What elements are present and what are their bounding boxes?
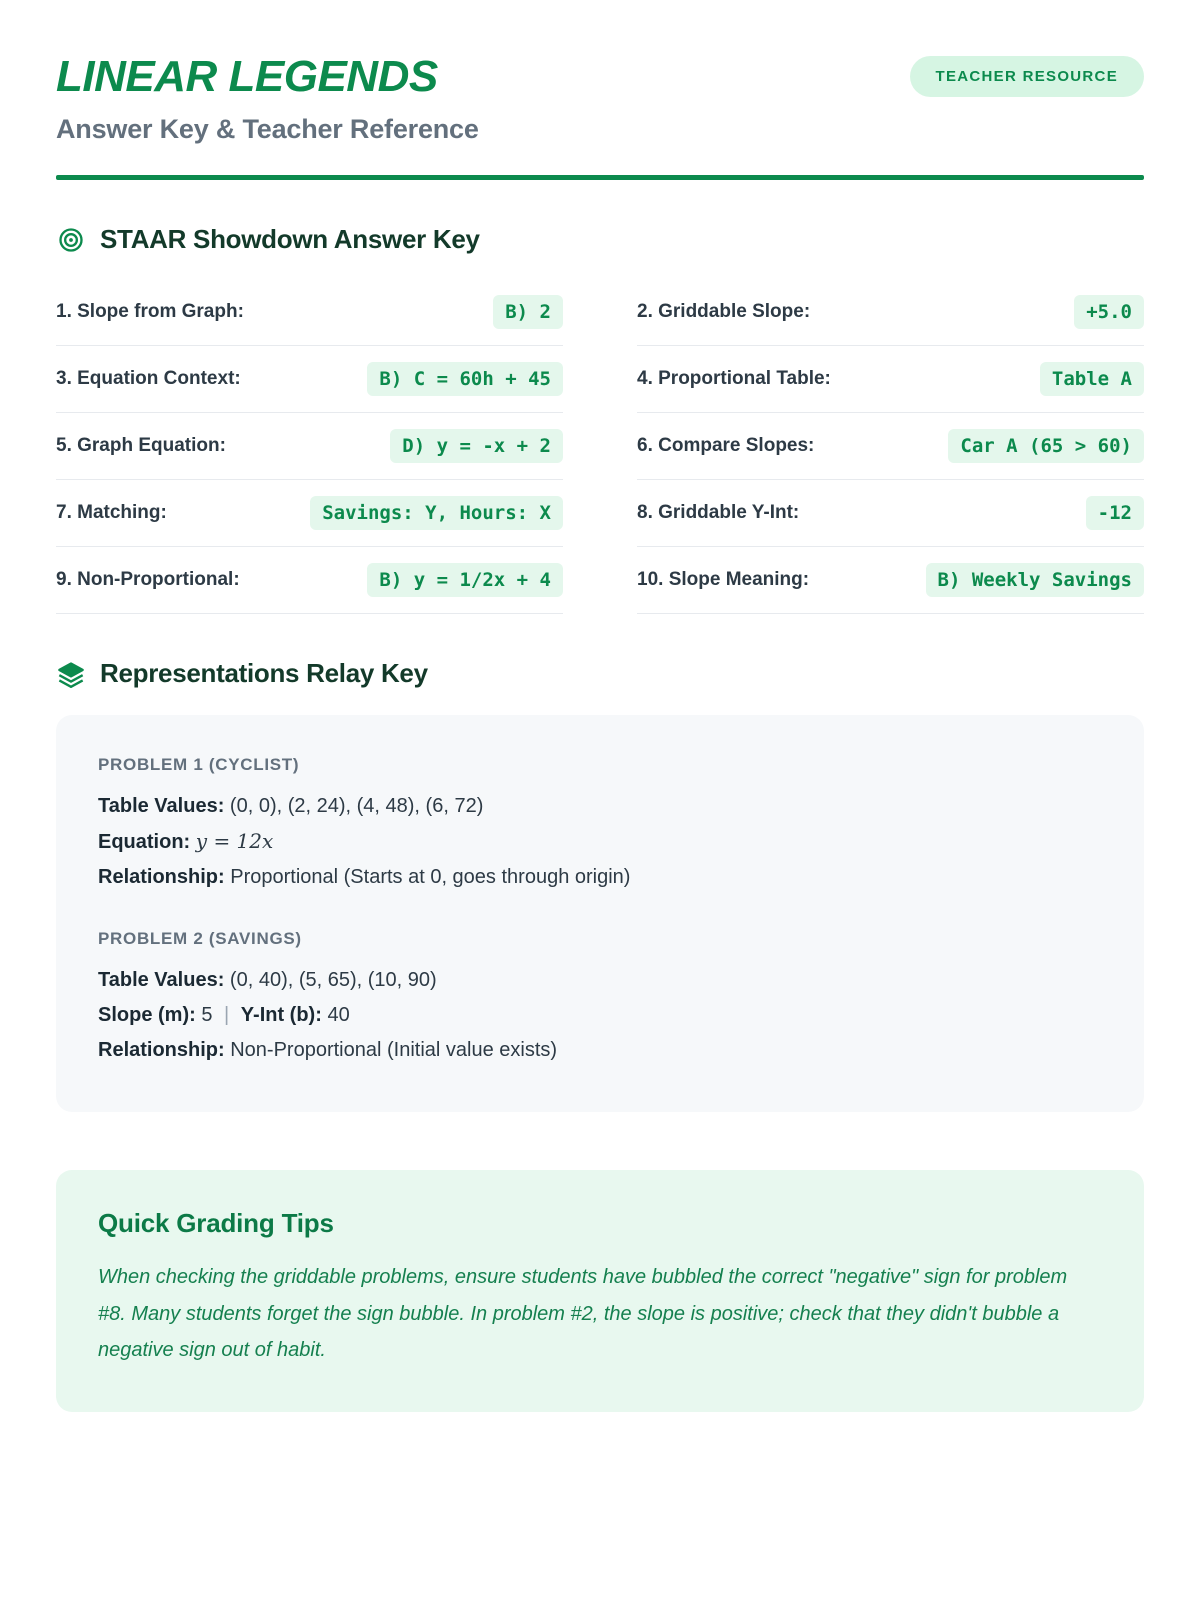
answer-value: B) y = 1/2x + 4: [367, 563, 563, 597]
slope-label: Slope (m):: [98, 1004, 196, 1027]
yint-value: 40: [327, 1004, 350, 1027]
answer-label: 1. Slope from Graph:: [56, 301, 244, 323]
answer-row: [637, 480, 1144, 547]
problem-title: PROBLEM 1 (CYCLIST): [98, 755, 300, 775]
yint-label: Y-Int (b):: [240, 1004, 322, 1027]
problem-equation: [98, 824, 1102, 860]
equation-value: y = 12x: [195, 829, 274, 854]
answer-value: Savings: Y, Hours: X: [310, 496, 563, 530]
slope-value: 5: [201, 1004, 213, 1027]
section-header-relay: [56, 658, 1144, 689]
table-values-value: (0, 0), (2, 24), (4, 48), (6, 72): [229, 795, 484, 818]
problem-table-values: [98, 963, 1102, 998]
answer-value: B) 2: [493, 295, 563, 329]
problem-relationship: [98, 1033, 1102, 1068]
answer-row: [637, 413, 1144, 480]
section-header-answer-key: [56, 224, 1144, 255]
answer-label: 3. Equation Context:: [56, 368, 241, 390]
field-separator: |: [224, 1004, 230, 1027]
grading-tips-card: [56, 1170, 1144, 1412]
answer-label: 10. Slope Meaning:: [637, 569, 810, 591]
problem-table-values: [98, 789, 1102, 824]
answer-row: [56, 346, 563, 413]
answer-value: -12: [1086, 496, 1144, 530]
layers-icon: [56, 659, 86, 689]
relay-answers-card: [56, 715, 1144, 1112]
relationship-label: Relationship:: [98, 1039, 225, 1062]
page-header: [56, 48, 1144, 145]
relationship-value: Non-Proportional (Initial value exists): [230, 1039, 558, 1062]
answer-row: [56, 413, 563, 480]
answer-value: +5.0: [1074, 295, 1144, 329]
answer-value: B) Weekly Savings: [926, 563, 1144, 597]
answer-row: [56, 547, 563, 614]
answer-label: 8. Griddable Y-Int:: [637, 502, 800, 524]
grading-tips-title: Quick Grading Tips: [98, 1208, 334, 1239]
header-divider: [56, 175, 1144, 180]
table-values-label: Table Values:: [98, 969, 225, 992]
section-title-relay: Representations Relay Key: [100, 658, 428, 689]
answer-label: 4. Proportional Table:: [637, 368, 831, 390]
page-subtitle: Answer Key & Teacher Reference: [56, 114, 479, 145]
relay-problem-1: [98, 755, 1102, 895]
target-icon: [56, 225, 86, 255]
answer-label: 6. Compare Slopes:: [637, 435, 815, 457]
problem-title: PROBLEM 2 (SAVINGS): [98, 929, 302, 949]
answer-row: [56, 279, 563, 346]
problem-slope-yint: [98, 998, 1102, 1033]
table-values-label: Table Values:: [98, 795, 225, 818]
answer-label: 7. Matching:: [56, 502, 167, 524]
answer-row: [637, 279, 1144, 346]
answer-row: [637, 346, 1144, 413]
page-title: LINEAR LEGENDS: [56, 52, 438, 101]
answer-value: B) C = 60h + 45: [367, 362, 563, 396]
problem-relationship: [98, 860, 1102, 895]
status-badge: TEACHER RESOURCE: [910, 56, 1144, 97]
answer-key-grid: [56, 279, 1144, 614]
answer-value: Table A: [1040, 362, 1144, 396]
relationship-value: Proportional (Starts at 0, goes through origin): [230, 866, 631, 889]
relationship-label: Relationship:: [98, 866, 225, 889]
answer-row: [637, 547, 1144, 614]
relay-problem-2: [98, 929, 1102, 1068]
grading-tips-body: When checking the griddable problems, ensure students have bubbled the correct "negative" sign for problem #8. Many students forget the sign bubble. In problem #2, the slope is positive; check that they didn't bubble a negative sign out of habit.: [98, 1266, 1068, 1361]
answer-row: [56, 480, 563, 547]
equation-label: Equation:: [98, 831, 191, 854]
section-title-answer-key: STAAR Showdown Answer Key: [100, 224, 480, 255]
answer-value: D) y = -x + 2: [390, 429, 563, 463]
answer-value: Car A (65 > 60): [948, 429, 1144, 463]
answer-label: 5. Graph Equation:: [56, 435, 226, 457]
answer-label: 9. Non-Proportional:: [56, 569, 240, 591]
table-values-value: (0, 40), (5, 65), (10, 90): [229, 969, 437, 992]
answer-label: 2. Griddable Slope:: [637, 301, 811, 323]
